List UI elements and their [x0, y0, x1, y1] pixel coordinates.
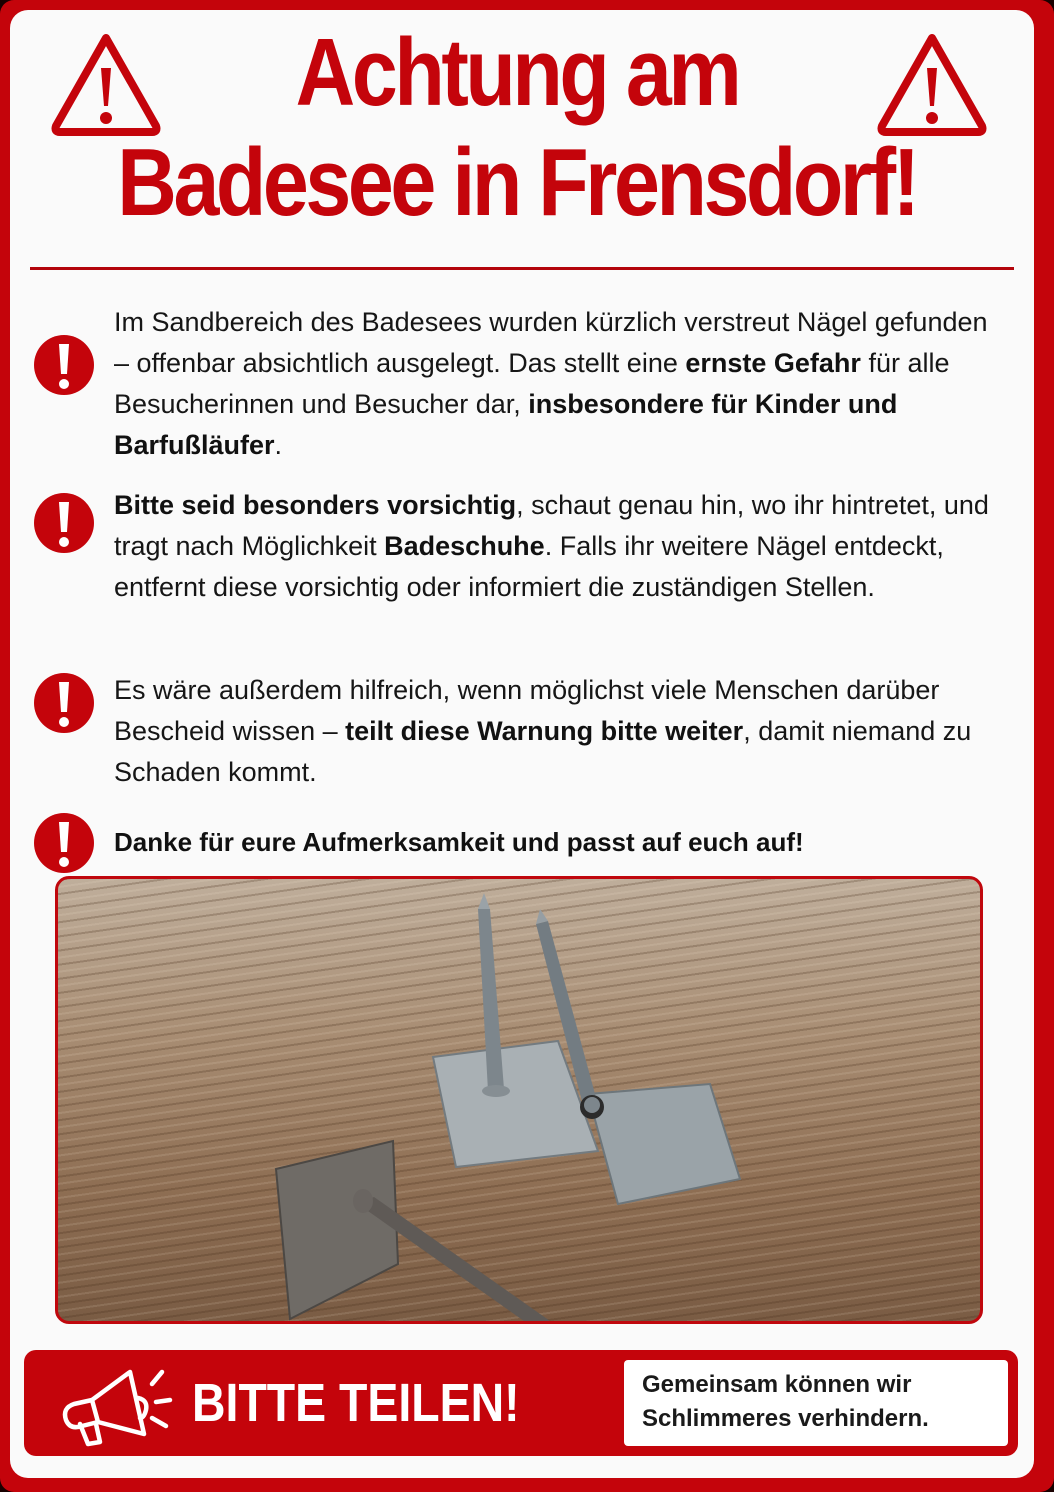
nails-photo	[55, 876, 983, 1324]
warning-paragraph-3	[114, 670, 1004, 793]
exclamation-circle-icon	[33, 334, 95, 396]
paragraph-emphasis: Bitte seid besonders vorsichtig	[114, 490, 517, 520]
paragraph-text: , damit niemand zu Schaden kommt.	[114, 716, 972, 787]
warning-paragraph-2	[114, 485, 1004, 608]
exclamation-circle-icon	[33, 492, 95, 554]
paragraph-text: .	[274, 430, 283, 460]
paragraph-text: für alle Besucherinnen und Besucher dar,	[114, 348, 950, 419]
share-banner	[24, 1350, 1018, 1456]
title-line-1: Achtung am	[295, 19, 739, 126]
page-title	[72, 18, 961, 238]
exclamation-circle-icon	[33, 672, 95, 734]
title-divider	[30, 267, 1014, 270]
nails-illustration	[58, 879, 980, 1321]
tagline-line-1: Gemeinsam können wir	[642, 1371, 912, 1398]
warning-paragraph-4	[114, 822, 1004, 863]
warning-paragraph-1	[114, 302, 1004, 466]
paragraph-text: Es wäre außerdem hilfreich, wenn möglichst viele Menschen darüber Bescheid wissen –	[114, 675, 940, 746]
paragraph-emphasis: Danke für eure Aufmerksamkeit und passt auf euch auf!	[114, 827, 804, 857]
paragraph-emphasis: insbesondere für Kinder und Barfußläufer	[114, 389, 898, 460]
paragraph-emphasis: ernste Gefahr	[685, 348, 861, 378]
paragraph-text: . Falls ihr weitere Nägel entdeckt, entfernt diese vorsichtig oder informiert die zuständigen Stellen.	[114, 531, 944, 602]
paragraph-emphasis: Badeschuhe	[384, 531, 545, 561]
share-label: BITTE TEILEN!	[192, 1373, 520, 1433]
paragraph-text: Im Sandbereich des Badesees wurden kürzlich verstreut Nägel gefunden – offenbar absichtlich ausgelegt. Das stellt eine	[114, 307, 988, 378]
share-tagline-box	[624, 1360, 1008, 1446]
exclamation-circle-icon	[33, 812, 95, 874]
tagline-line-2: Schlimmeres verhindern.	[642, 1405, 929, 1432]
share-tagline	[642, 1368, 1002, 1436]
paragraph-emphasis: teilt diese Warnung bitte weiter	[345, 716, 744, 746]
paragraph-text: , schaut genau hin, wo ihr hintretet, und tragt nach Möglichkeit	[114, 490, 989, 561]
title-line-2: Badesee in Frensdorf!	[117, 129, 917, 236]
megaphone-icon	[52, 1364, 182, 1450]
